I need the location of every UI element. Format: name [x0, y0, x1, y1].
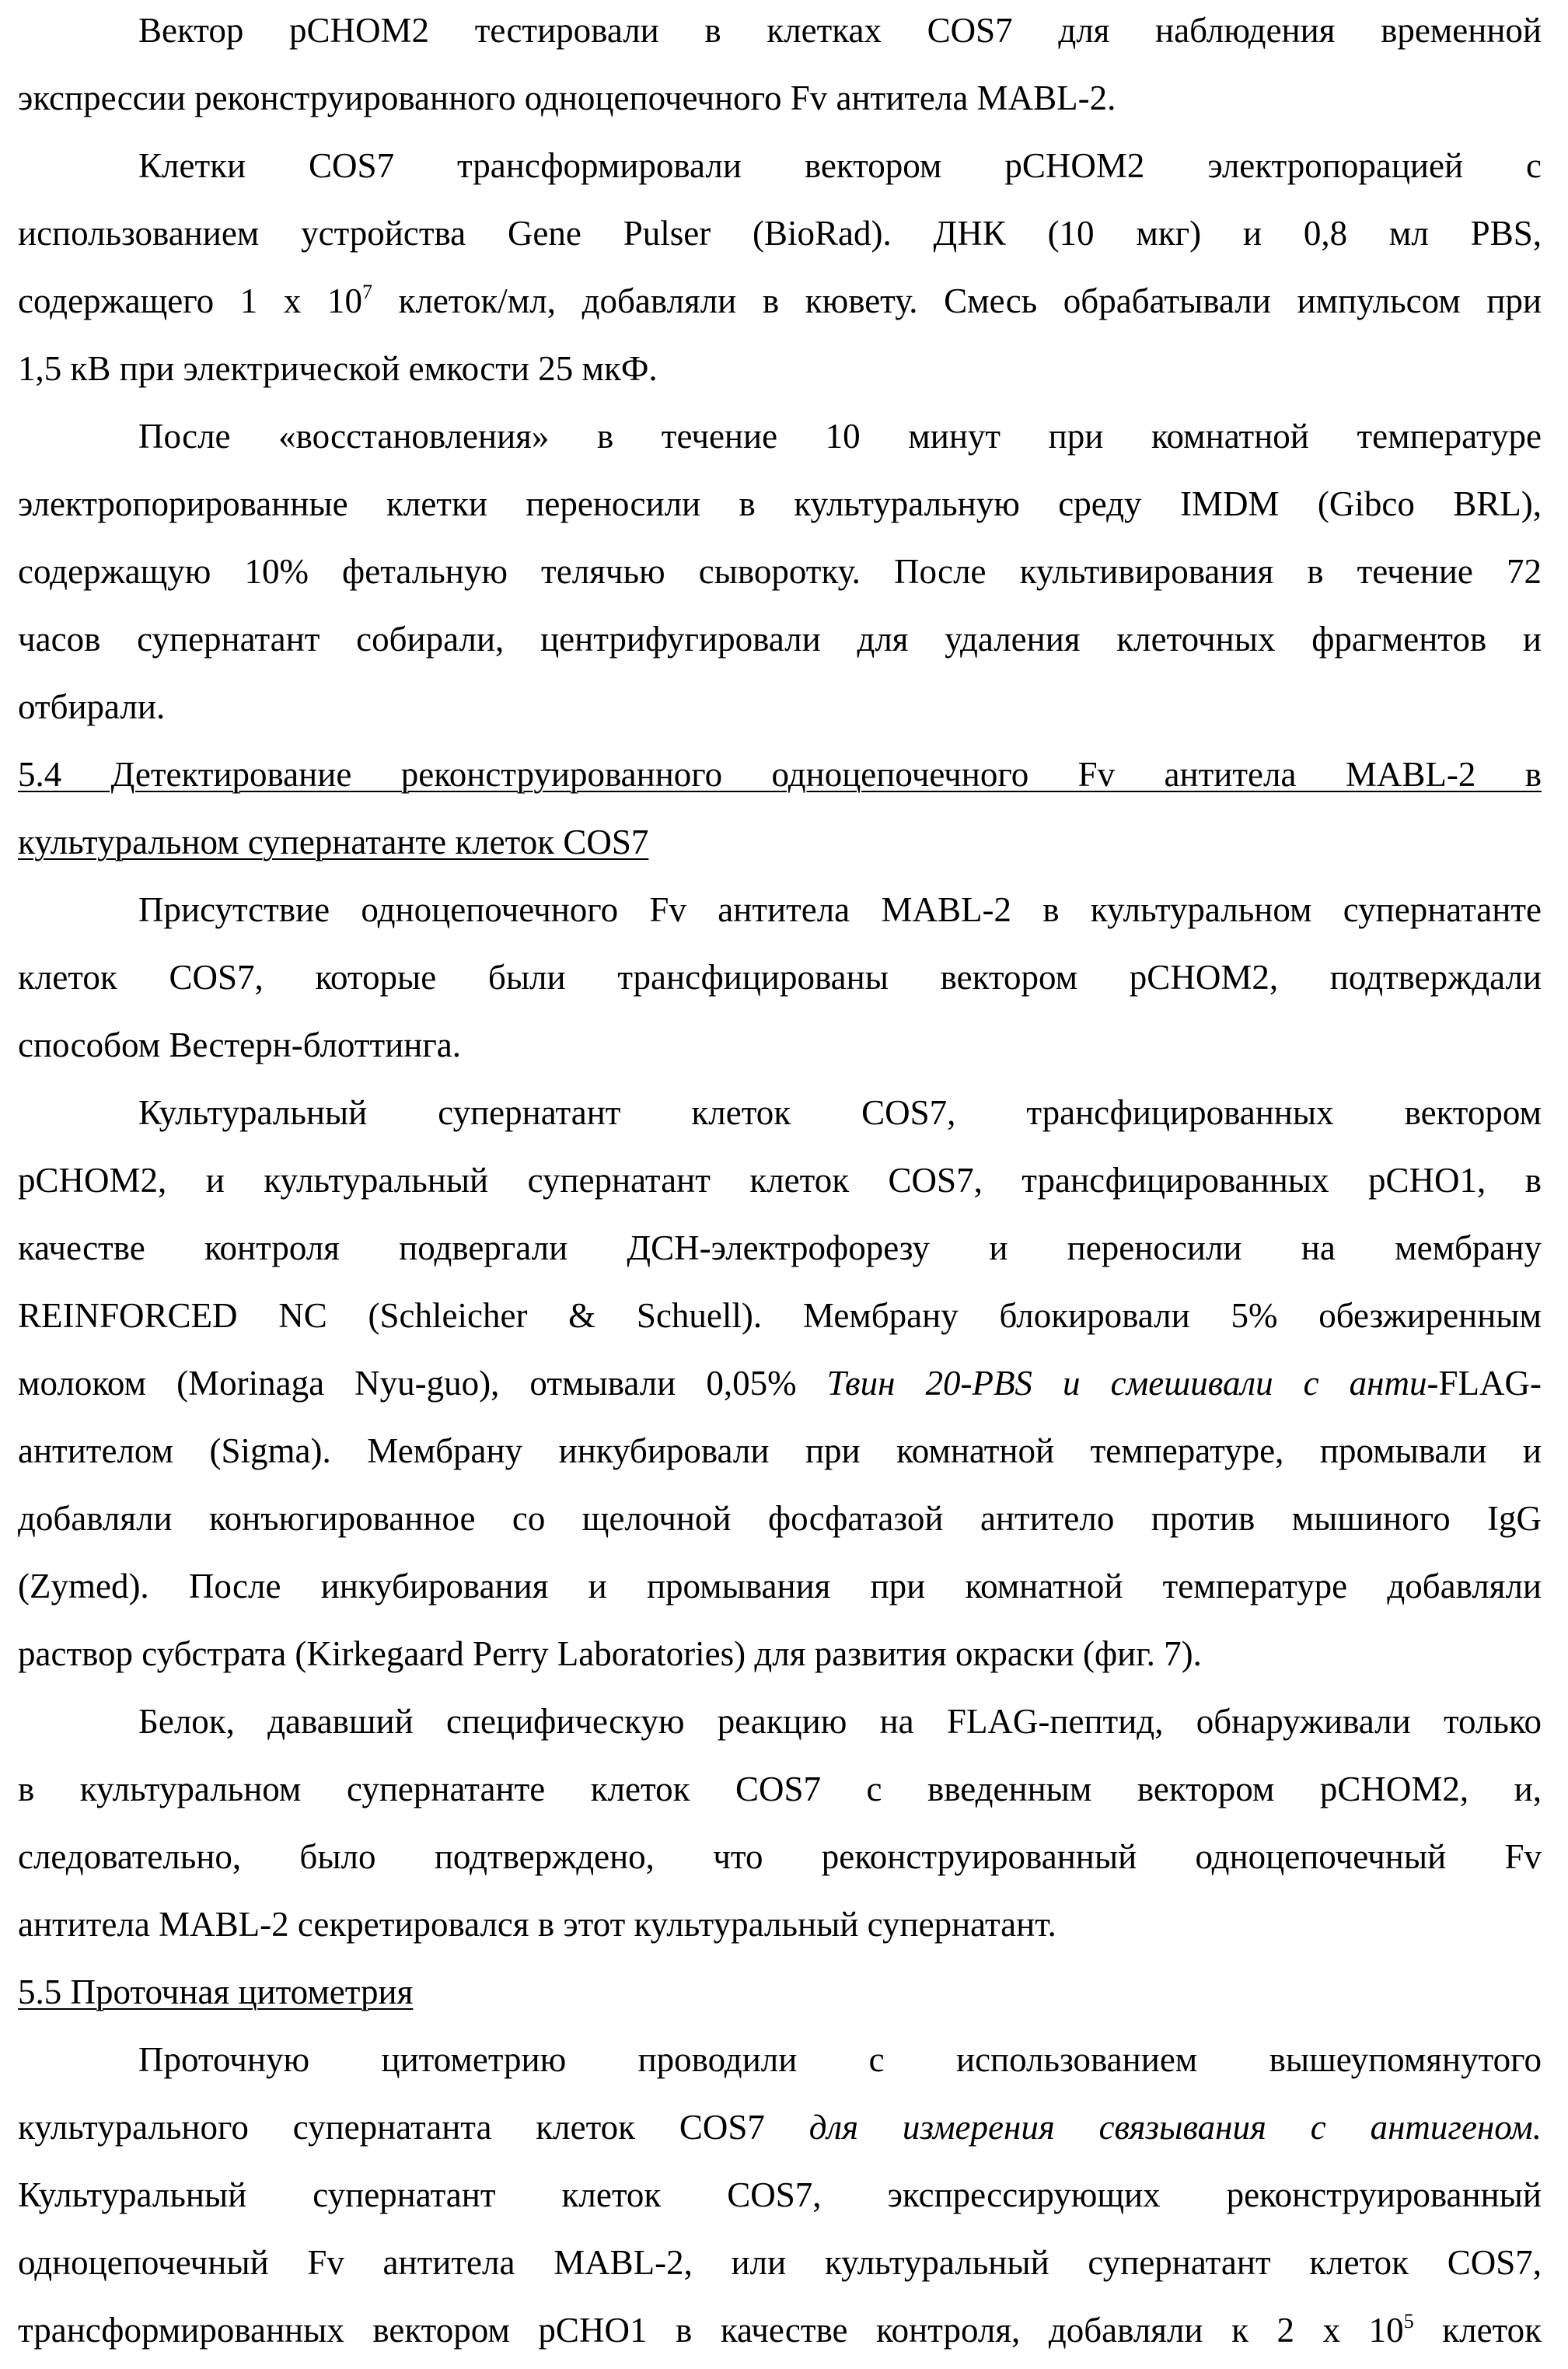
heading-text: 5.4 Детектирование реконструированного одноцепочечного Fv антитела MABL-2 в — [18, 755, 1542, 794]
text-line — [18, 0, 1542, 65]
text-line — [18, 1688, 1542, 1756]
text-segment: После «восстановления» в течение 10 минут при комнатной температуре — [138, 417, 1542, 456]
text-segment: качестве контроля подвергали ДСН-электрофорезу и переносили на мембрану — [18, 1228, 1542, 1267]
superscript-exponent: 7 — [362, 281, 372, 303]
text-segment: отбирали. — [18, 687, 165, 726]
text-segment: раствор субстрата (Kirkegaard Perry Laboratories) для развития окраски (фиг. 7). — [18, 1634, 1202, 1673]
text-line — [18, 1282, 1542, 1350]
text-segment: 1,5 кВ при электрической емкости 25 мкФ. — [18, 349, 658, 388]
text-segment: Белок, дававший специфическую реакцию на FLAG-пептид, обнаруживали только — [138, 1702, 1542, 1741]
text-line — [18, 1620, 1542, 1688]
text-line — [18, 1891, 1542, 1958]
text-line — [18, 538, 1542, 606]
text-line — [18, 2297, 1542, 2364]
superscript-exponent: 5 — [1404, 2310, 1414, 2332]
heading-text: культуральном супернатанте клеток COS7 — [18, 823, 648, 861]
text-segment: антителом (Sigma). Мембрану инкубировали при комнатной температуре, промывали и — [18, 1431, 1542, 1470]
text-line — [18, 1756, 1542, 1823]
text-line — [18, 1350, 1542, 1417]
text-segment: клеток — [1414, 2311, 1542, 2350]
text-segment: содержащего 1 x 10 — [18, 281, 362, 320]
text-segment: культурального супернатанта клеток COS7 — [18, 2108, 809, 2147]
text-segment: одноцепочечный Fv антитела MABL-2, или культуральный супернатант клеток COS7, — [18, 2243, 1542, 2282]
text-segment: Культуральный супернатант клеток COS7, трансфицированных вектором — [138, 1093, 1542, 1132]
text-segment: Проточную цитометрию проводили с использованием вышеупомянутого — [138, 2040, 1542, 2079]
italic-text: для измерения связывания с антигеном. — [809, 2108, 1542, 2147]
text-segment: часов супернатант собирали, центрифугировали для удаления клеточных фрагментов и — [18, 620, 1542, 659]
text-segment: клеток COS7, которые были трансфицированы вектором pCHOM2, подтверждали — [18, 958, 1542, 997]
text-line — [18, 2094, 1542, 2161]
text-line — [18, 470, 1542, 538]
text-line — [18, 132, 1542, 200]
italic-text: Твин 20-PBS и смешивали с анти- — [827, 1364, 1439, 1403]
text-line — [18, 1012, 1542, 1079]
text-segment: антитела MABL-2 секретировался в этот культуральный супернатант. — [18, 1905, 1056, 1944]
text-line — [18, 335, 1542, 403]
text-segment: pCHOM2, и культуральный супернатант клеток COS7, трансфицированных pCHO1, в — [18, 1161, 1542, 1200]
text-segment: содержащую 10% фетальную телячью сыворотку. После культивирования в течение 72 — [18, 552, 1542, 591]
text-line — [18, 267, 1542, 335]
section-heading-line — [18, 1958, 1542, 2026]
text-segment: клеток/мл, добавляли в кювету. Смесь обрабатывали импульсом при — [372, 281, 1542, 320]
text-line — [18, 200, 1542, 267]
text-segment: Культуральный супернатант клеток COS7, экспрессирующих реконструированный — [18, 2175, 1542, 2214]
section-heading-line — [18, 809, 1542, 876]
text-segment: электропорированные клетки переносили в культуральную среду IMDM (Gibco BRL), — [18, 484, 1542, 523]
heading-text: 5.5 Проточная цитометрия — [18, 1972, 413, 2011]
text-line — [18, 1417, 1542, 1485]
text-segment: (Zymed). После инкубирования и промывания при комнатной температуре добавляли — [18, 1567, 1542, 1606]
text-line — [18, 944, 1542, 1012]
text-segment: REINFORCED NC (Schleicher & Schuell). Мембрану блокировали 5% обезжиренным — [18, 1296, 1542, 1335]
text-line — [18, 1147, 1542, 1214]
text-line — [18, 1214, 1542, 1282]
text-segment: добавляли конъюгированное со щелочной фосфатазой антитело против мышиного IgG — [18, 1499, 1542, 1538]
text-line — [18, 2229, 1542, 2297]
text-segment: трансформированных вектором pCHO1 в качестве контроля, добавляли к 2 x 10 — [18, 2311, 1404, 2350]
text-segment: Клетки COS7 трансформировали вектором pCHOM2 электропорацией с — [138, 146, 1542, 185]
text-line — [18, 403, 1542, 470]
text-line — [18, 673, 1542, 741]
text-segment: способом Вестерн-блоттинга. — [18, 1026, 461, 1064]
section-heading-line — [18, 741, 1542, 809]
text-segment: использованием устройства Gene Pulser (BioRad). ДНК (10 мкг) и 0,8 мл PBS, — [18, 214, 1542, 253]
text-line — [18, 1823, 1542, 1891]
text-line — [18, 1485, 1542, 1553]
text-line — [18, 2161, 1542, 2229]
text-segment: Вектор pCHOM2 тестировали в клетках COS7 для наблюдения временной — [138, 11, 1542, 50]
text-segment: экспрессии реконструированного одноцепочечного Fv антитела MABL-2. — [18, 79, 1116, 117]
text-line — [18, 1079, 1542, 1147]
document-page — [18, 0, 1542, 2364]
text-segment: молоком (Morinaga Nyu-guo), отмывали 0,05% — [18, 1364, 827, 1403]
text-line — [18, 876, 1542, 944]
text-line — [18, 1553, 1542, 1620]
text-segment: в культуральном супернатанте клеток COS7 с введенным вектором pCHOM2, и, — [18, 1770, 1542, 1808]
text-segment: следовательно, было подтверждено, что реконструированный одноцепочечный Fv — [18, 1837, 1542, 1876]
text-line — [18, 65, 1542, 132]
text-segment: Присутствие одноцепочечного Fv антитела MABL-2 в культуральном супернатанте — [138, 890, 1542, 929]
text-segment: FLAG- — [1439, 1364, 1542, 1403]
text-line — [18, 606, 1542, 673]
text-line — [18, 2026, 1542, 2094]
